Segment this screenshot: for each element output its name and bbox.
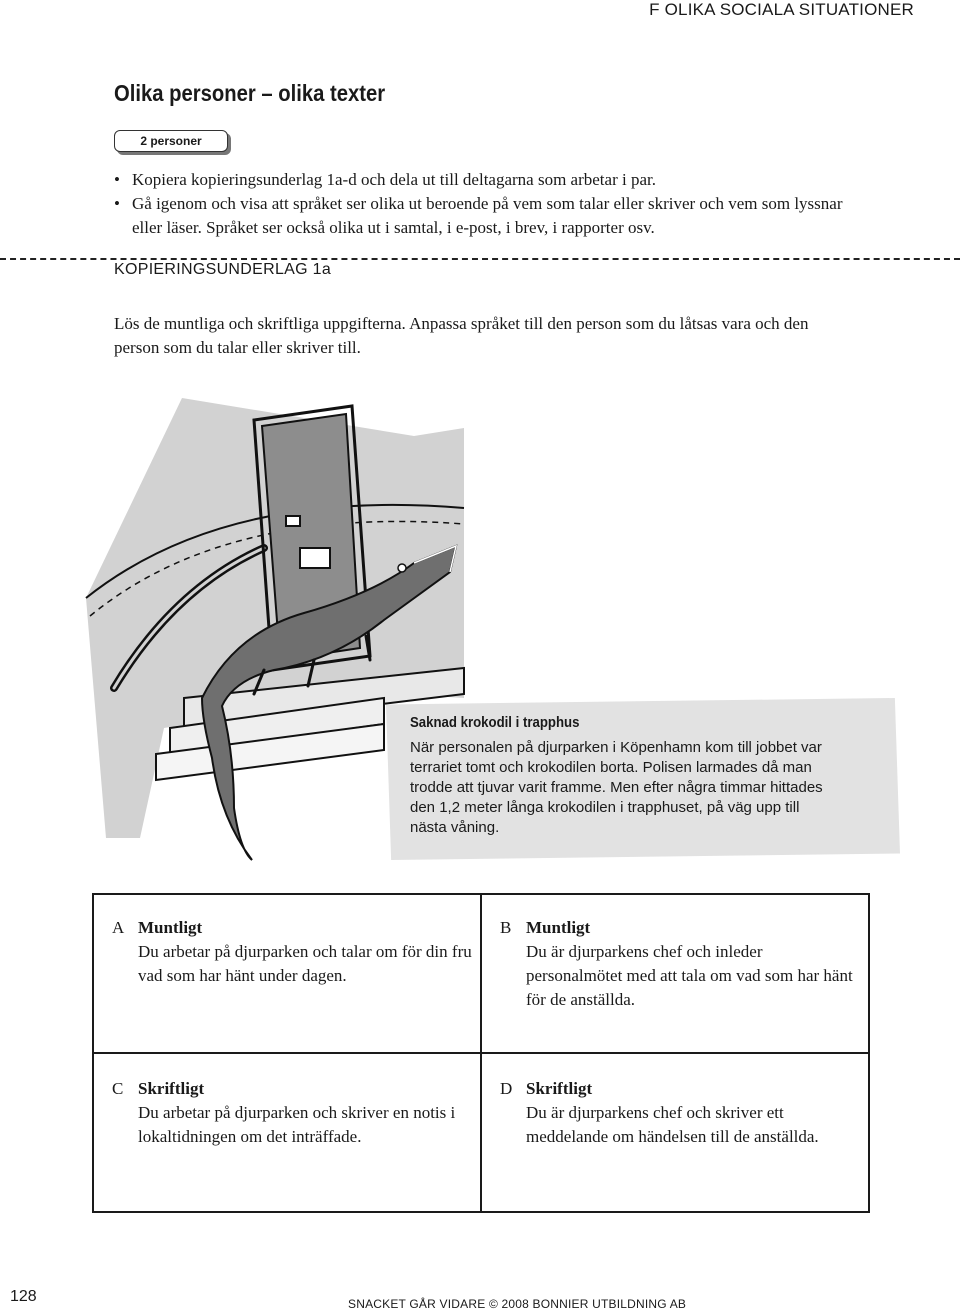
- crocodile-eye-icon: [398, 564, 406, 572]
- news-body: När personalen på djurparken i Köpenhamn kom till jobbet var terrariet tomt och krokodilen borta. Polisen larmades då man trodde att tjuvar varit framme. Men efter några timmar hittades den 1,2 meter långa krokodilen i trapphuset, på väg upp till nästa våning.: [410, 739, 823, 836]
- task-letter: A: [112, 918, 125, 937]
- bullet-icon: •: [114, 170, 120, 189]
- instruction-item: [114, 192, 854, 240]
- task-letter: B: [500, 918, 512, 937]
- task-letter: C: [112, 1079, 124, 1098]
- task-description: Du är djurparkens chef och skriver ett meddelande om händelsen till de anställda.: [526, 1103, 819, 1146]
- task-type: Skriftligt: [138, 1079, 205, 1098]
- group-size-tag: 2 personer: [114, 130, 228, 152]
- page-title: Olika personer – olika texter: [114, 80, 386, 106]
- bullet-icon: •: [114, 194, 120, 213]
- news-headline: Saknad krokodil i trapphus: [410, 714, 580, 731]
- task-card-d: [500, 1077, 836, 1149]
- running-header: F OLIKA SOCIALA SITUATIONER: [649, 0, 914, 19]
- task-description: Du arbetar på djurparken och skriver en notis i lokaltidningen om det inträffade.: [138, 1103, 456, 1146]
- instruction-text: Kopiera kopieringsunderlag 1a-d och dela ut till deltagarna som arbetar i par.: [132, 170, 656, 189]
- instruction-list: [114, 168, 854, 240]
- instruction-item: [114, 168, 854, 192]
- task-card-b: [500, 916, 854, 1012]
- door-handle-icon: [286, 516, 300, 526]
- task-letter: D: [500, 1079, 513, 1098]
- task-type: Muntligt: [526, 918, 591, 937]
- publisher-footer: SNACKET GÅR VIDARE © 2008 BONNIER UTBILDNING AB: [348, 1297, 687, 1311]
- task-card-a: [112, 916, 494, 988]
- instruction-text: Gå igenom och visa att språket ser olika ut beroende på vem som talar eller skriver och vem som lyssnar eller läser. Språket ser också olika ut i samtal, i e-post, i brev, i rapporter osv.: [132, 194, 843, 237]
- task-type: Muntligt: [138, 918, 203, 937]
- mail-slot-icon: [300, 548, 330, 568]
- section-heading: KOPIERINGSUNDERLAG 1a: [114, 261, 332, 278]
- task-intro: Lös de muntliga och skriftliga uppgifterna. Anpassa språket till den person som du låtsas vara och den person som du talar eller skriver till.: [114, 314, 809, 357]
- task-card-c: [112, 1077, 494, 1149]
- page-number: 128: [10, 1288, 37, 1305]
- grid-divider-horizontal: [92, 1052, 870, 1054]
- task-type: Skriftligt: [526, 1079, 593, 1098]
- task-description: Du är djurparkens chef och inleder personalmötet med att tala om vad som har hänt för de anställda.: [526, 942, 853, 1009]
- cut-line-divider: [0, 258, 960, 260]
- task-description: Du arbetar på djurparken och talar om för din fru vad som har hänt under dagen.: [138, 942, 472, 985]
